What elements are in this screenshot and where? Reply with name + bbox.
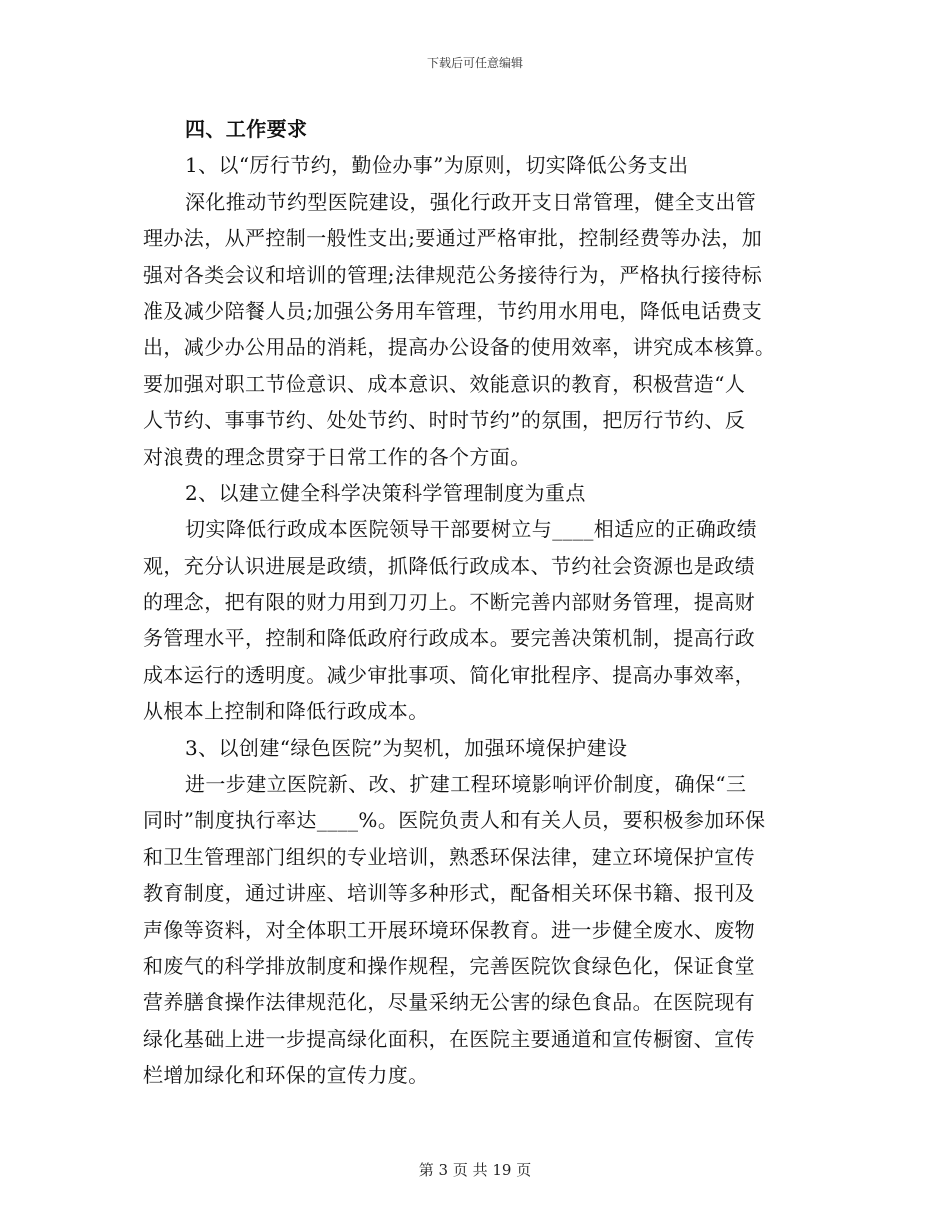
text-line: 和卫生管理部门组织的专业培训，熟悉环保法律，建立环境保护宣传 xyxy=(143,844,755,869)
text-line: 成本运行的透明度。减少审批事项、简化审批程序、提高办事效率， xyxy=(143,662,755,687)
text-line: 要加强对职工节俭意识、成本意识、效能意识的教育，积极营造“人 xyxy=(143,371,746,396)
section-heading: 四、工作要求 xyxy=(185,117,308,141)
text-line: 切实降低行政成本医院领导干部要树立与____相适应的正确政绩 xyxy=(185,517,757,542)
text-line: 绿化基础上进一步提高绿化面积，在医院主要通道和宣传橱窗、宣传 xyxy=(143,1026,755,1051)
text-line: 的理念，把有限的财力用到刀刃上。不断完善内部财务管理，提高财 xyxy=(143,590,755,615)
text-line: 人节约、事事节约、处处节约、时时节约”的氛围，把厉行节约、反 xyxy=(143,408,746,433)
page-footer: 第 3 页 共 19 页 xyxy=(418,1161,532,1179)
text-line: 理办法，从严控制一般性支出;要通过严格审批，控制经费等办法，加 xyxy=(143,226,763,251)
text-line: 和废气的科学排放制度和操作规程，完善医院饮食绿色化，保证食堂 xyxy=(143,953,755,978)
text-line: 强对各类会议和培训的管理;法律规范公务接待行为，严格执行接待标 xyxy=(143,262,763,287)
text-line: 3、以创建“绿色医院”为契机，加强环境保护建设 xyxy=(185,735,628,760)
page-header: 下载后可任意编辑 xyxy=(426,56,523,70)
text-line: 栏增加绿化和环保的宣传力度。 xyxy=(143,1063,429,1088)
text-line: 务管理水平，控制和降低政府行政成本。要完善决策机制，提高行政 xyxy=(143,626,755,651)
text-line: 进一步建立医院新、改、扩建工程环境影响评价制度，确保“三 xyxy=(185,772,747,797)
text-line: 出，减少办公用品的消耗，提高办公设备的使用效率，讲究成本核算。 xyxy=(143,335,776,360)
text-line: 对浪费的理念贯穿于日常工作的各个方面。 xyxy=(143,444,531,469)
text-line: 1、以“厉行节约，勤俭办事”为原则，切实降低公务支出 xyxy=(185,153,689,178)
text-line: 营养膳食操作法律规范化，尽量采纳无公害的绿色食品。在医院现有 xyxy=(143,990,755,1015)
text-line: 2、以建立健全科学决策科学管理制度为重点 xyxy=(185,480,586,505)
document-body xyxy=(143,111,807,1094)
text-line: 观，充分认识进展是政绩，抓降低行政成本、节约社会资源也是政绩 xyxy=(143,553,755,578)
text-line: 从根本上控制和降低行政成本。 xyxy=(143,699,429,724)
text-line: 同时”制度执行率达____%。医院负责人和有关人员，要积极参加环保 xyxy=(143,808,766,833)
text-line: 声像等资料，对全体职工开展环境环保教育。进一步健全废水、废物 xyxy=(143,917,755,942)
text-line: 教育制度，通过讲座、培训等多种形式，配备相关环保书籍、报刊及 xyxy=(143,881,755,906)
text-line: 深化推动节约型医院建设，强化行政开支日常管理，健全支出管 xyxy=(185,189,757,214)
text-line: 准及减少陪餐人员;加强公务用车管理，节约用水用电，降低电话费支 xyxy=(143,298,763,323)
